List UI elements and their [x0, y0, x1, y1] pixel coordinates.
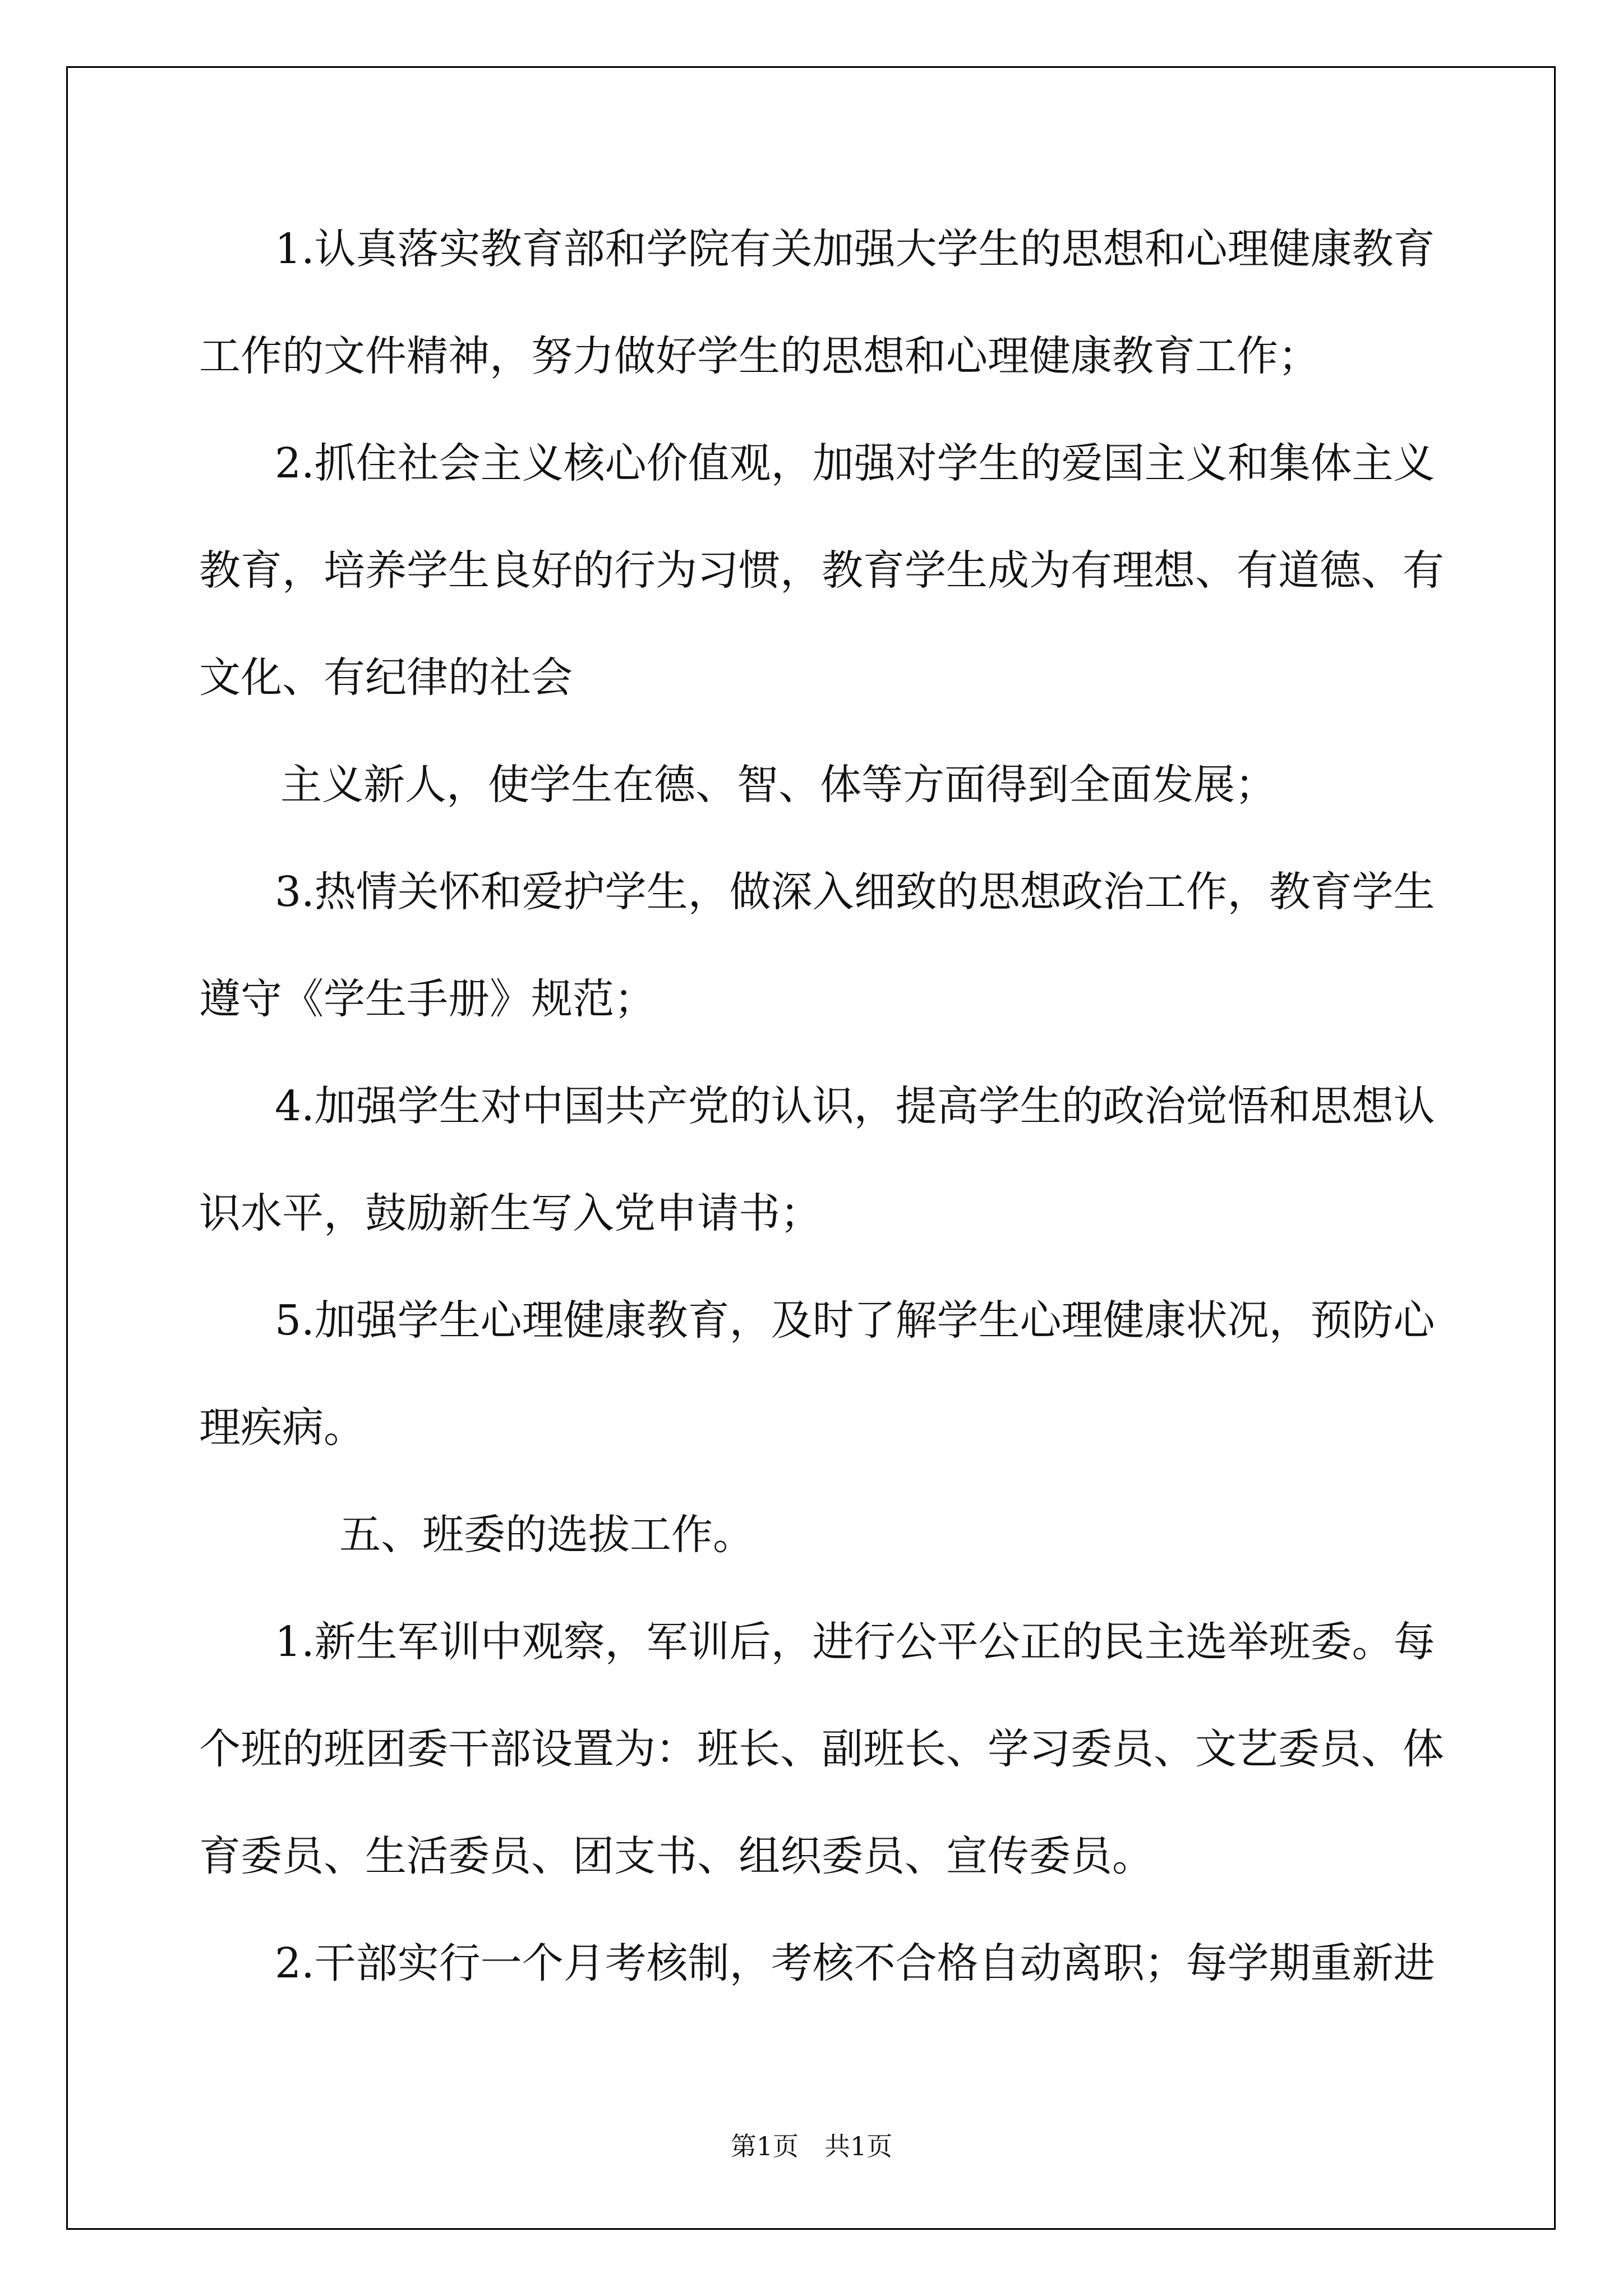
text-line: 教育，培养学生良好的行为习惯，教育学生成为有理想、有道德、有 [199, 546, 1444, 595]
text-line: 理疾病。 [199, 1404, 365, 1452]
text-line: 1.新生军训中观察，军训后，进行公平公正的民主选举班委。每 [275, 1618, 1435, 1666]
text-line: 文化、有纪律的社会 [199, 654, 573, 702]
text-line: 工作的文件精神，努力做好学生的思想和心理健康教育工作； [199, 332, 1320, 380]
text-line: 2.抓住社会主义核心价值观，加强对学生的爱国主义和集体主义 [275, 439, 1435, 487]
page-footer: 第1页 共1页 [730, 2131, 893, 2161]
text-line: 遵守《学生手册》规范； [199, 975, 656, 1023]
text-line: 主义新人，使学生在德、智、体等方面得到全面发展； [280, 761, 1276, 809]
text-line: 个班的班团委干部设置为：班长、副班长、学习委员、文艺委员、体 [199, 1725, 1444, 1773]
text-line: 3.热情关怀和爱护学生，做深入细致的思想政治工作，教育学生 [275, 868, 1435, 916]
text-line: 5.加强学生心理健康教育，及时了解学生心理健康状况，预防心 [275, 1296, 1435, 1345]
section-heading: 五、班委的选拔工作。 [339, 1511, 754, 1559]
text-line: 育委员、生活委员、团支书、组织委员、宣传委员。 [199, 1832, 1154, 1880]
text-line: 4.加强学生对中国共产党的认识，提高学生的政治觉悟和思想认 [275, 1082, 1435, 1130]
text-line: 2.干部实行一个月考核制，考核不合格自动离职；每学期重新进 [275, 1939, 1435, 1987]
text-line: 识水平，鼓励新生写入党申请书； [199, 1189, 822, 1237]
text-line: 1.认真落实教育部和学院有关加强大学生的思想和心理健康教育 [275, 225, 1435, 273]
page-border [66, 66, 1556, 2230]
